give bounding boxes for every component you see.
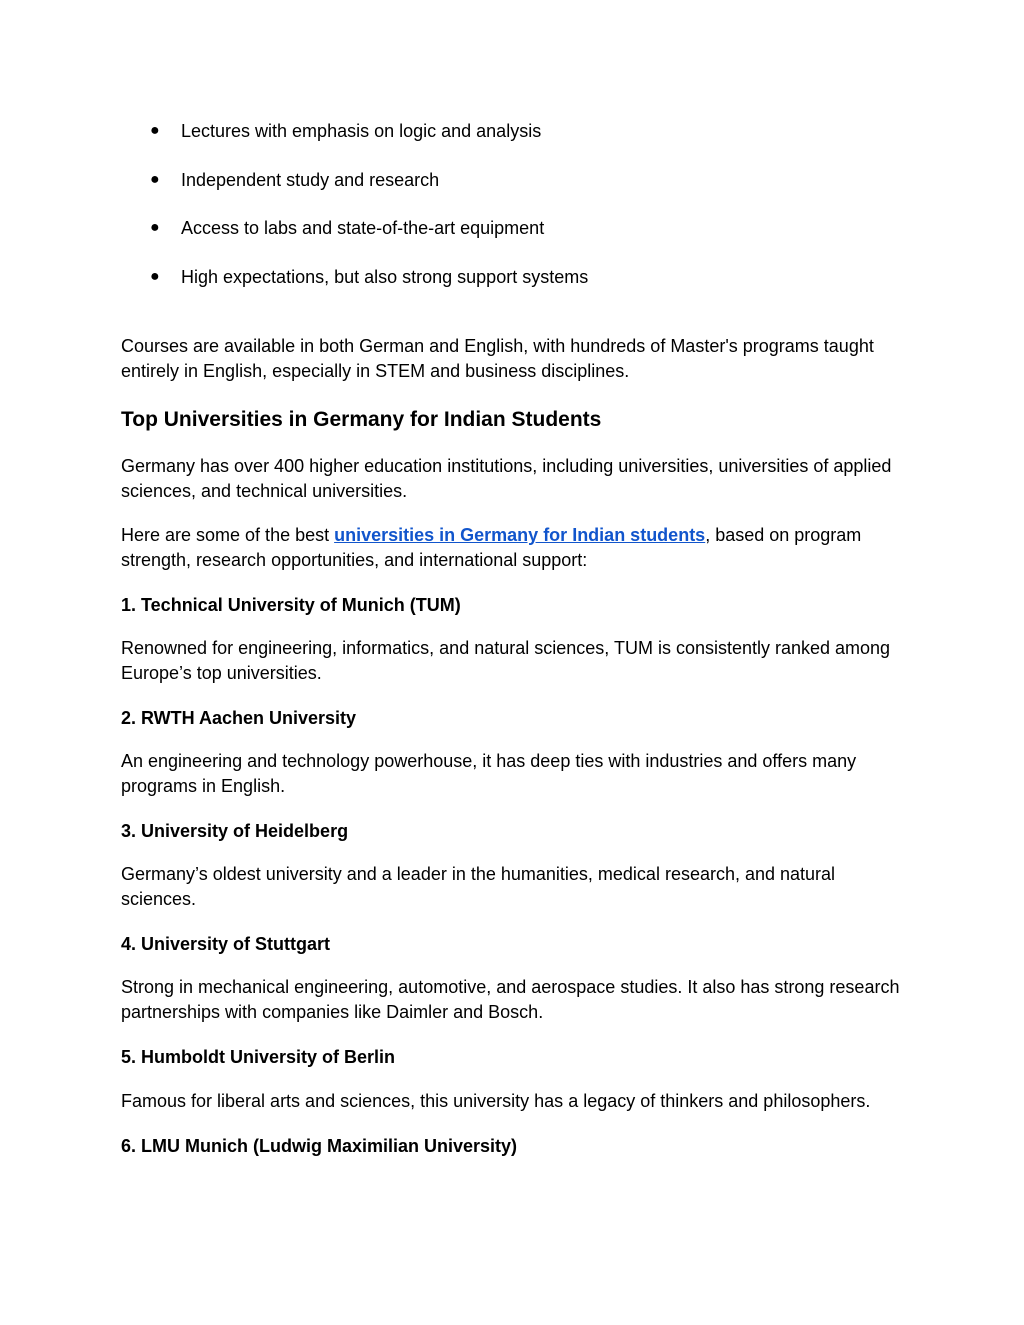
university-6-title-block bbox=[121, 1134, 911, 1158]
university-description: Strong in mechanical engineering, automotive, and aerospace studies. It also has strong research partnerships with companies like Daimler and Bosch. bbox=[121, 977, 900, 1022]
bullet-icon: ● bbox=[150, 267, 160, 285]
universities-link[interactable]: universities in Germany for Indian students bbox=[334, 525, 706, 545]
intro-text-after: , based on program strength, research opportunities, and international support: bbox=[121, 525, 862, 570]
courses-paragraph: Courses are available in both German and English, with hundreds of Master's programs taught entirely in English, especially in STEM and business disciplines. bbox=[121, 336, 874, 381]
university-5-title-block bbox=[121, 1045, 911, 1069]
institutions-paragraph-block bbox=[121, 454, 911, 503]
university-5-description-block bbox=[121, 1089, 911, 1114]
university-title: 3. University of Heidelberg bbox=[121, 821, 349, 841]
university-description: Germany’s oldest university and a leader in the humanities, medical research, and natural sciences. bbox=[121, 864, 836, 909]
learning-style-list bbox=[150, 118, 588, 312]
intro-paragraph bbox=[121, 523, 911, 572]
list-item-text: Lectures with emphasis on logic and analysis bbox=[181, 121, 542, 141]
intro-text-before: Here are some of the best bbox=[121, 525, 335, 545]
university-title: 1. Technical University of Munich (TUM) bbox=[121, 595, 461, 615]
university-3-title-block bbox=[121, 819, 911, 843]
university-2-title-block bbox=[121, 706, 911, 730]
university-description: Famous for liberal arts and sciences, this university has a legacy of thinkers and philosophers. bbox=[121, 1091, 871, 1111]
university-2-description-block bbox=[121, 749, 911, 798]
university-4-description-block bbox=[121, 975, 911, 1024]
university-4-title-block bbox=[121, 932, 911, 956]
university-title: 2. RWTH Aachen University bbox=[121, 708, 357, 728]
university-description: An engineering and technology powerhouse, it has deep ties with industries and offers many programs in English. bbox=[121, 751, 857, 796]
university-1-title-block bbox=[121, 593, 911, 617]
list-item-text: Access to labs and state-of-the-art equipment bbox=[181, 218, 545, 238]
list-item bbox=[150, 215, 588, 241]
courses-paragraph-block bbox=[121, 334, 911, 383]
university-description: Renowned for engineering, informatics, and natural sciences, TUM is consistently ranked among Europe’s top universities. bbox=[121, 638, 891, 683]
bullet-icon: ● bbox=[150, 122, 160, 139]
institutions-paragraph: Germany has over 400 higher education institutions, including universities, universities of applied sciences, and technical universities. bbox=[121, 456, 892, 501]
university-title: 5. Humboldt University of Berlin bbox=[121, 1047, 396, 1067]
university-title: 6. LMU Munich (Ludwig Maximilian University) bbox=[121, 1136, 518, 1156]
section-heading: Top Universities in Germany for Indian Students bbox=[121, 408, 602, 431]
bullet-icon: ● bbox=[150, 170, 160, 188]
intro-paragraph-block bbox=[121, 523, 911, 572]
list-item-text: Independent study and research bbox=[181, 169, 440, 190]
university-1-description-block bbox=[121, 636, 911, 685]
university-3-description-block bbox=[121, 862, 911, 911]
bullet-icon: ● bbox=[150, 219, 160, 236]
list-item bbox=[150, 167, 588, 193]
section-heading-block bbox=[121, 406, 911, 434]
list-item bbox=[150, 264, 588, 290]
university-title: 4. University of Stuttgart bbox=[121, 934, 331, 954]
list-item-text: High expectations, but also strong support systems bbox=[181, 266, 589, 287]
list-item bbox=[150, 118, 588, 144]
